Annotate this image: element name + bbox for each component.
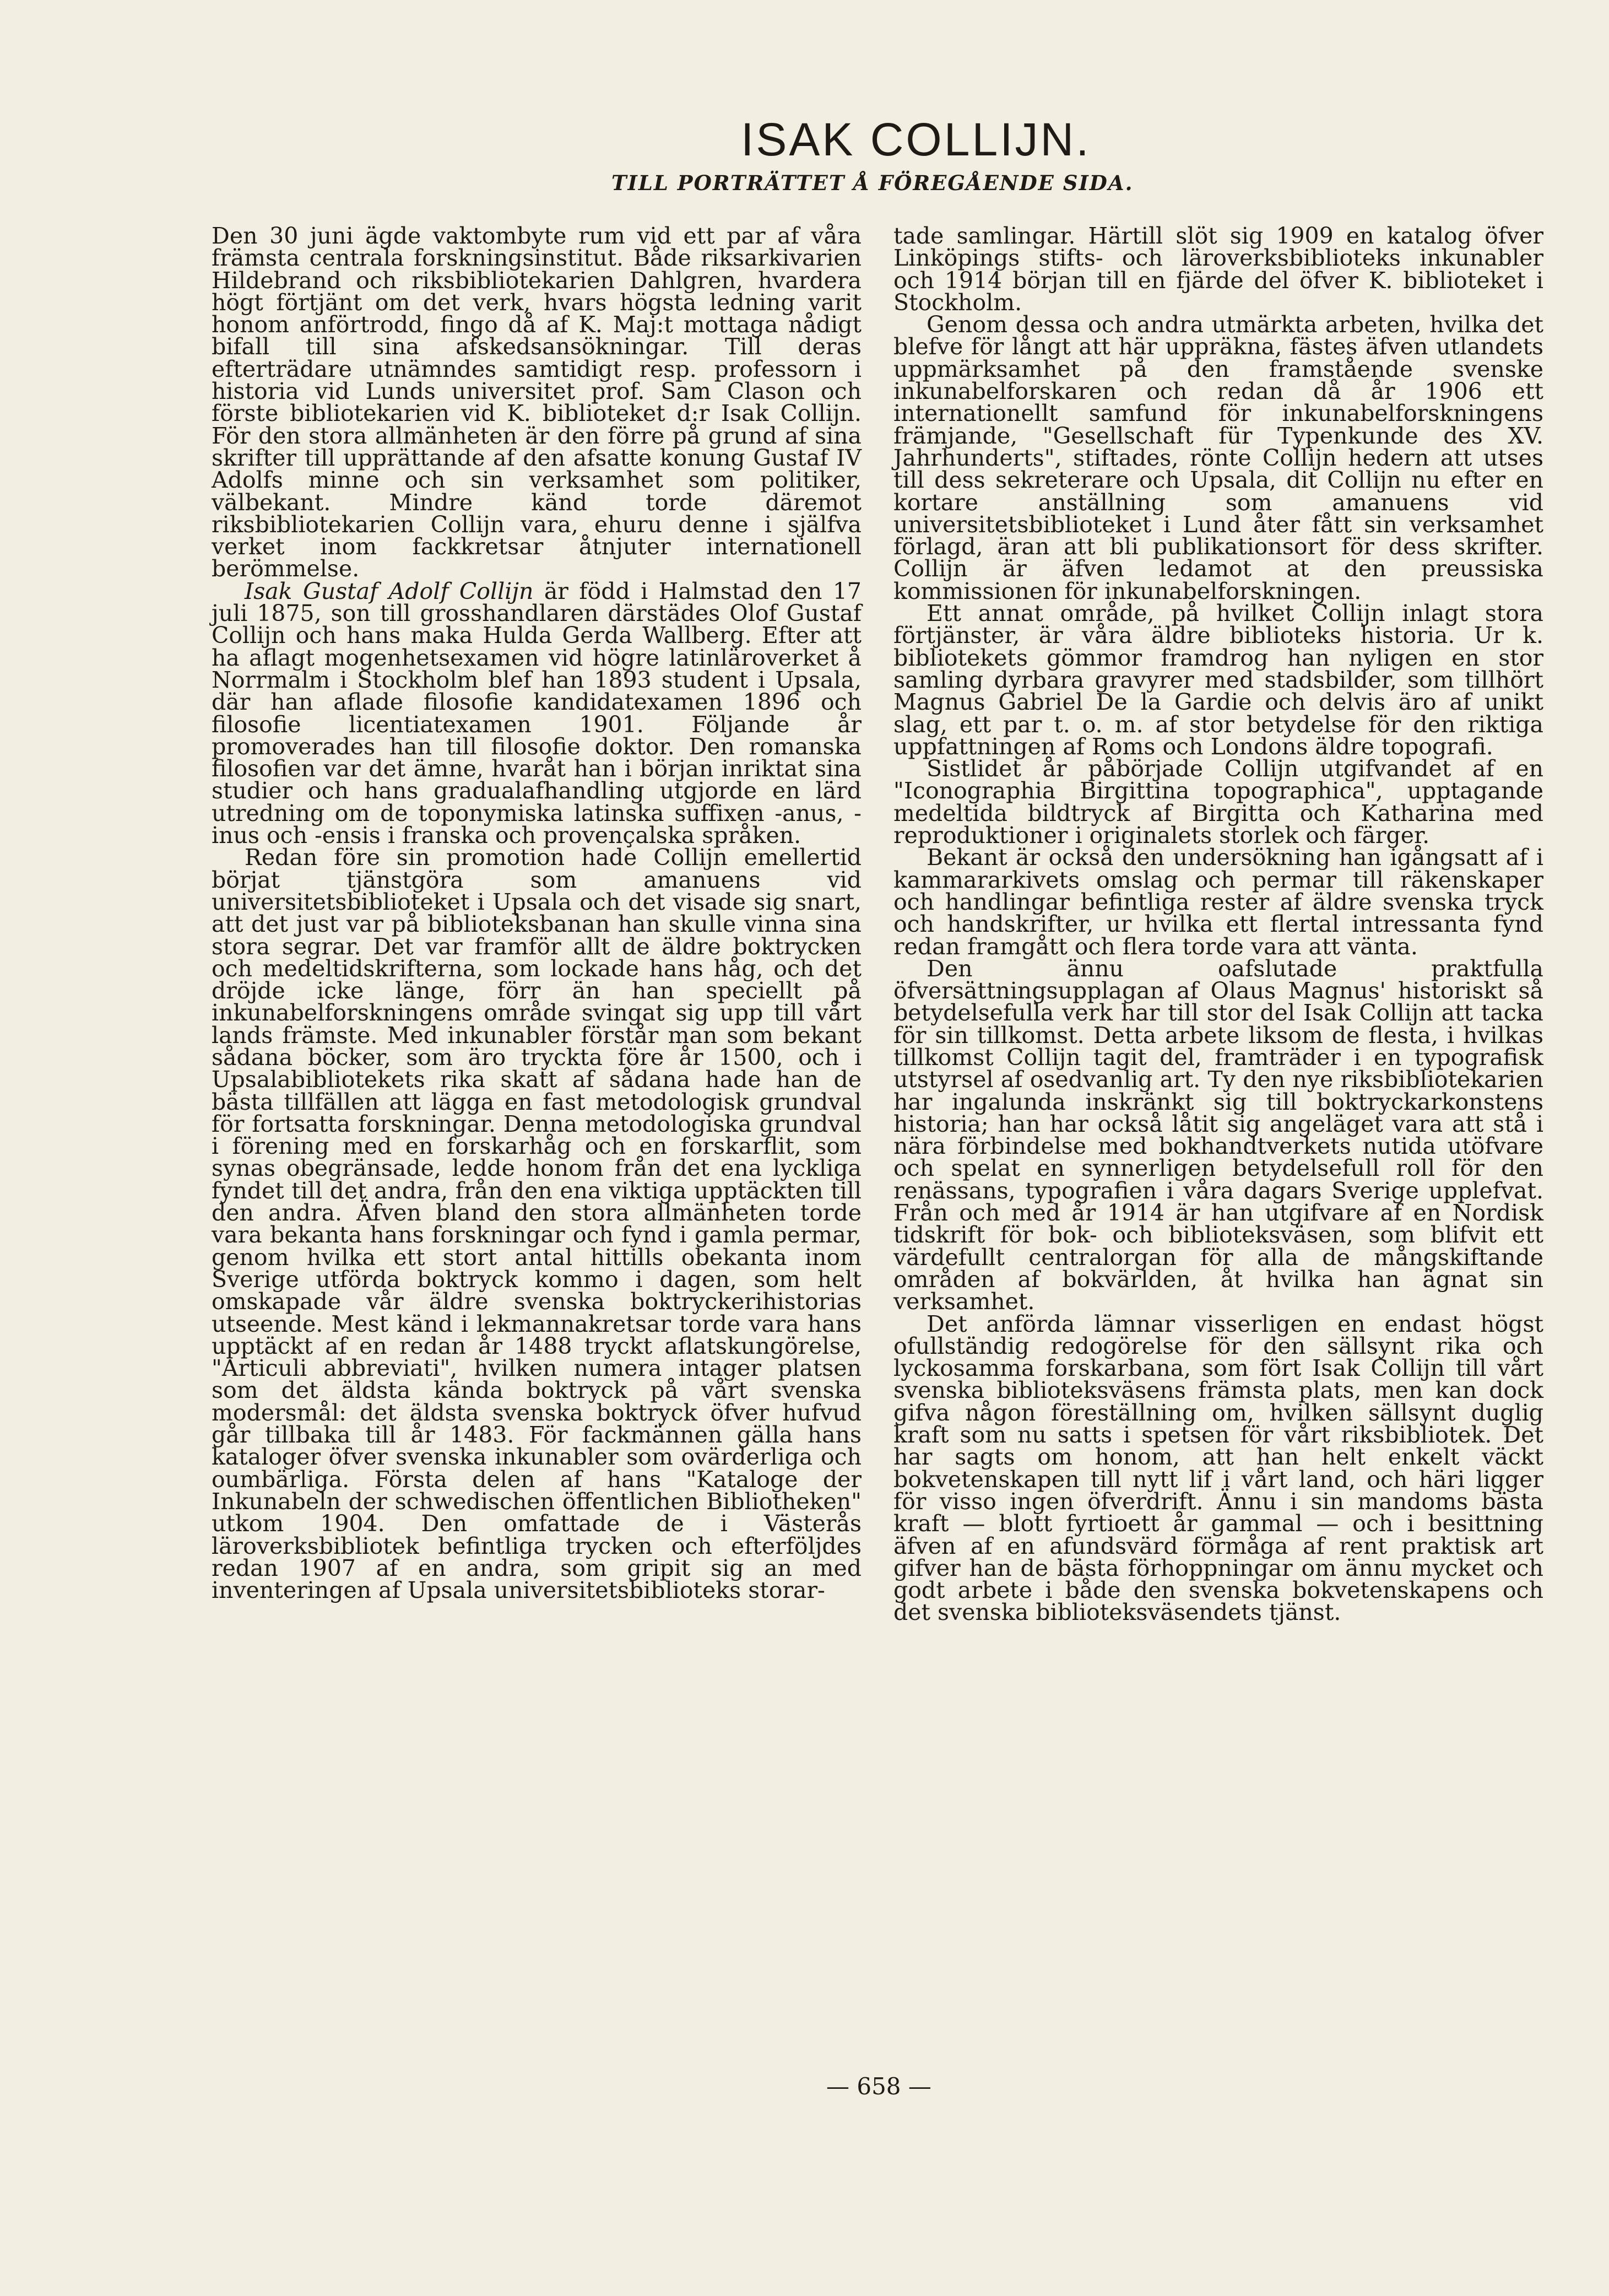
italic-name: Isak Gustaf Adolf Collijn <box>245 577 534 604</box>
paragraph: Bekant är också den undersökning han igångsatt af i kammararkivets omslag och permar till räkenskaper och handlingar befintliga rester af äldre svenska tryck och handskrifter, ur hvilka ett flertal intressanta fynd redan framgått och flera torde vara att vänta. <box>893 844 1543 960</box>
paragraph: Redan före sin promotion hade Collijn emellertid börjat tjänstgöra som amanuens vid universitetsbiblioteket i Upsala och det visade sig snart, att det just var på biblioteksbanan han skulle vinna sina stora segrar. Det var framför allt de äldre boktrycken och medeltidskrifterna, som lockade hans håg, och det dröjde icke länge, förr än han speciellt på inkunabelforskningens område svingat sig upp till vårt lands främste. Med inkunabler förstår man som bekant sådana böcker, som äro tryckta före år 1500, och i Upsalabibliotekets rika skatt af sådana hade han de bästa tillfällen att lägga en fast metodologisk grundval för fortsatta forskningar. Denna metodologiska grundval i förening med en forskarhåg och en forskarflit, som synas obegränsade, ledde honom från det ena lyckliga fyndet till det andra, från den ena viktiga upptäckten till den andra. Äfven bland den stora allmänheten torde vara bekanta hans forskningar och fynd i gamla permar, genom hvilka ett stort antal hittills obekanta inom Sverige utförda boktryck kommo i dagen, som helt omskapade vår äldre svenska boktryckerihistorias utseende. Mest känd i lekmannakretsar torde vara hans upptäckt af en redan år 1488 tryckt aflatskungörelse, "Articuli abbreviati", hvilken numera intager platsen som det äldsta kända boktryck på vårt svenska modersmål: det äldsta svenska boktryck öfver hufvud går tillbaka till år 1483. För fackmännen gälla hans kataloger öfver svenska inkunabler som ovärderliga och oumbärliga. Första delen af hans "Kataloge der Inkunabeln der schwedischen öffentlichen Bibliotheken" utkom 1904. Den omfattade de i Västerås läroverksbibliotek befintliga trycken och efterföljdes redan 1907 af en andra, som gripit sig an med inventeringen af Upsala universitetsbiblioteks storar- <box>212 844 862 1604</box>
right-column <box>893 225 1543 1624</box>
article-title: ISAK COLLIJN. <box>741 114 1091 165</box>
page-number: — 658 — <box>826 2073 931 2100</box>
paragraph: Genom dessa och andra utmärkta arbeten, hvilka det blefve för långt att här uppräkna, fästes äfven utlandets uppmärksamhet på den framstående svenske inkunabelforskaren och redan då år 1906 ett internationellt samfund för inkunabelforskningens främjande, "Gesellschaft für Typenkunde des XV. Jahrhunderts", stiftades, rönte Collijn hedern att utses till dess sekreterare och Upsala, dit Collijn nu efter en kortare anställning som amanuens vid universitetsbiblioteket i Lund åter fått sin verksamhet förlagd, äran att bli publikationsort för dess skrifter. Collijn är äfven ledamot at den preussiska kommissionen för inkunabelforskningen. <box>893 311 1543 604</box>
paragraph-text: är född i Halmstad den 17 juli 1875, son till grosshandlaren därstädes Olof Gustaf Collijn och hans maka Hulda Gerda Wallberg. Efter att ha aflagt mogenhetsexamen vid högre latinläroverket å Norrmalm i Stockholm blef han 1893 student i Upsala, där han aflade filosofie kandidatexamen 1896 och filosofie licentiatexamen 1901. Följande år promoverades han till filosofie doktor. Den romanska filosofien var det ämne, hvaråt han i början inriktat sina studier och hans gradualafhandling utgjorde en lärd utredning om de toponymiska latinska suffixen -anus, -inus och -ensis i franska och provençalska språken. <box>212 577 862 849</box>
paragraph: Sistlidet år påbörjade Collijn utgifvandet af en "Iconographia Birgittina topographica", upptagande medeltida bildtryck af Birgitta och Katharina med reproduktioner i originalets storlek och färger. <box>893 755 1543 849</box>
paragraph <box>212 577 862 849</box>
paragraph: Den ännu oafslutade praktfulla öfversättningsupplagan af Olaus Magnus' historiskt så betydelsefulla verk har till stor del Isak Collijn att tacka för sin tillkomst. Detta arbete liksom de flesta, i hvilkas tillkomst Collijn tagit del, framträder i en typografisk utstyrsel af osedvanlig art. Ty den nye riksbibliotekarien har ingalunda inskränkt sig till boktryckarkonstens historia; han har också låtit sig angeläget vara att stå i nära förbindelse med bokhandtverkets nutida utöfvare och spelat en synnerligen betydelsefull roll för den renässans, typografien i våra dagars Sverige upplefvat. Från och med år 1914 är han utgifvare af en Nordisk tidskrift för bok- och biblioteksväsen, som blifvit ett värdefullt centralorgan för alla de mångskiftande områden af bokvärlden, åt hvilka han ägnat sin verksamhet. <box>893 955 1543 1315</box>
paragraph: Ett annat område, på hvilket Collijn inlagt stora förtjänster, är våra äldre biblioteks historia. Ur k. bibliotekets gömmor framdrog han nyligen en stor samling dyrbara gravyrer med stadsbilder, som tillhört Magnus Gabriel De la Gardie och delvis äro af unikt slag, ett par t. o. m. af stor betydelse för den riktiga uppfattningen af Roms och Londons äldre topografi. <box>893 600 1543 760</box>
paragraph: Det anförda lämnar visserligen en endast högst ofullständig redogörelse för den sällsynt rika och lyckosamma forskarbana, som fört Isak Collijn till vårt svenska biblioteksväsens främsta plats, men kan dock gifva någon föreställning om, hvilken sällsynt duglig kraft som nu satts i spetsen för vårt riksbibliotek. Det har sagts om honom, att han helt enkelt väckt bokvetenskapen till nytt lif i vårt land, och häri ligger för visso ingen öfverdrift. Ännu i sin mandoms bästa kraft — blott fyrtioett år gammal — och i besittning äfven af en afundsvärd förmåga af rent praktisk art gifver han de bästa förhoppningar om ännu mycket och godt arbete i både den svenska bokvetenskapens och det svenska biblioteksväsendets tjänst. <box>893 1310 1543 1626</box>
article-subtitle: TILL PORTRÄTTET Å FÖREGÅENDE SIDA. <box>611 171 1134 195</box>
paragraph: tade samlingar. Härtill slöt sig 1909 en katalog öfver Linköpings stifts- och läroverksbiblioteks inkunabler och 1914 början till en fjärde del öfver K. biblioteket i Stockholm. <box>893 223 1543 316</box>
left-column <box>212 223 862 1604</box>
paragraph: Den 30 juni ägde vaktombyte rum vid ett par af våra främsta centrala forskningsinstitut. Både riksarkivarien Hildebrand och riksbibliotekarien Dahlgren, hvardera högt förtjänt om det verk, hvars högsta ledning varit honom anförtrodd, fingo då af K. Maj:t mottaga nådigt bifall till sina afskedsansökningar. Till deras efterträdare utnämndes samtidigt resp. professorn i historia vid Lunds universitet prof. Sam Clason och förste bibliotekarien vid K. biblioteket d:r Isak Collijn. För den stora allmänheten är den förre på grund af sina skrifter till upprättande af den afsatte konung Gustaf IV Adolfs minne och sin verksamhet som politiker, välbekant. Mindre känd torde däremot riksbibliotekarien Collijn vara, ehuru denne i själfva verket inom fackkretsar åtnjuter internationell berömmelse. <box>212 223 862 582</box>
